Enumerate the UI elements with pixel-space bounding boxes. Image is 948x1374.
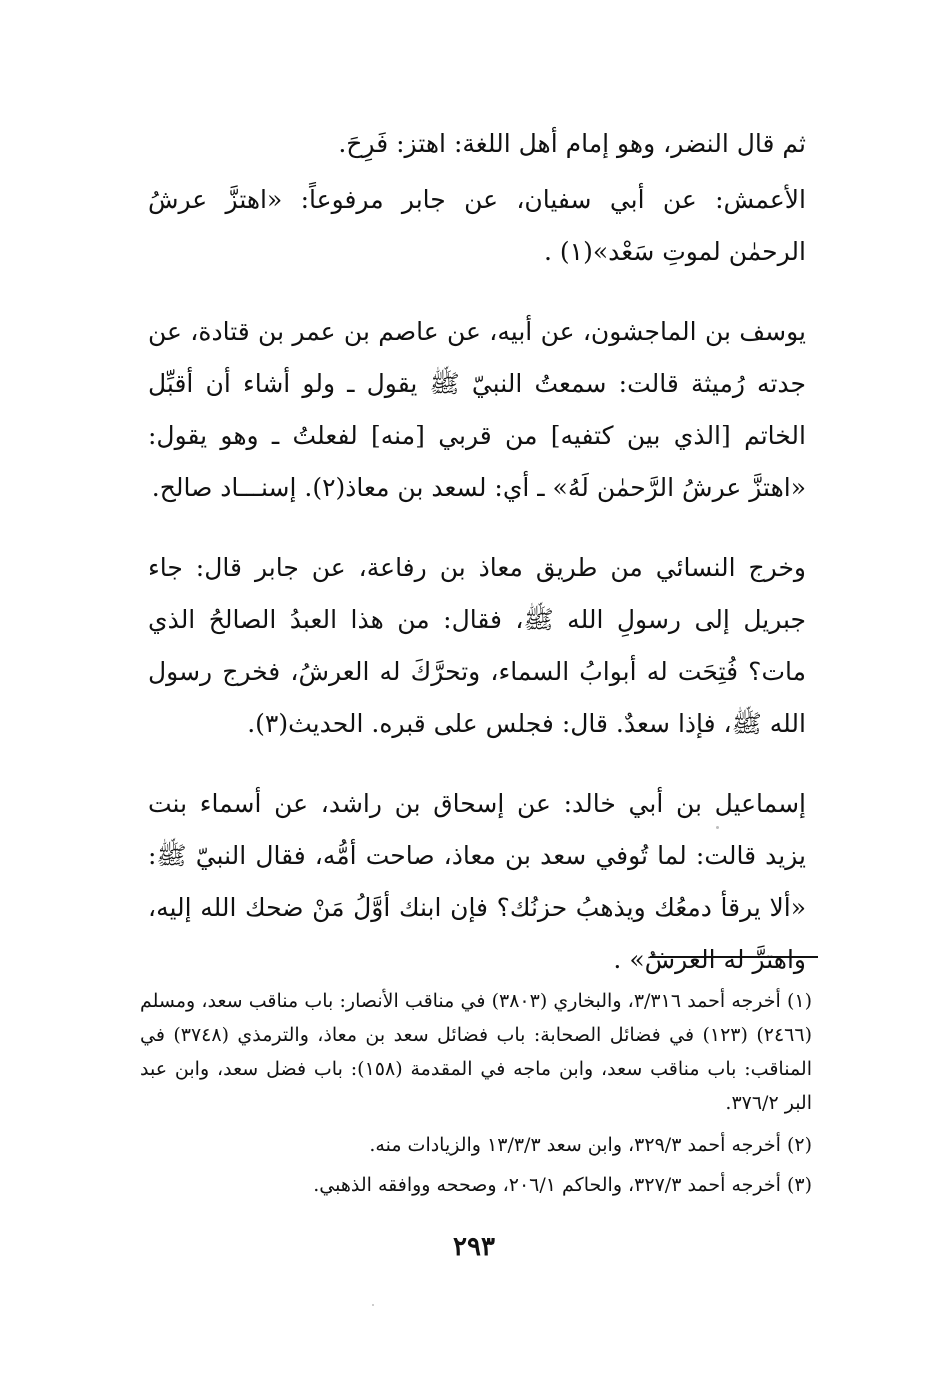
paragraph: إسماعيل بن أبي خالد: عن إسحاق بن راشد، عن أسماء بنت يزيد قالت: لما تُوفي سعد بن معاذ، صاحت أمُّه، فقال النبيّ ﷺ: «ألا يرقأ دمعُك ويذهبُ حزنُك؟ فإن ابنك أوَّلُ مَنْ ضحك الله إليه، واهتزَّ له العرشُ» . <box>148 789 806 974</box>
footnotes <box>140 984 812 1208</box>
scan-speck <box>372 1304 374 1306</box>
footnote: (١) أخرجه أحمد ٣/٣١٦، والبخاري (٣٨٠٣) في مناقب الأنصار: باب مناقب سعد، ومسلم (٢٤٦٦) (١٢٣) في فضائل الصحابة: باب فضائل سعد بن معاذ، والترمذي (٣٧٤٨) في المناقب: باب مناقب سعد، وابن ماجه في المقدمة (١٥٨): باب فضل سعد، وابن عبد البر ٣٧٦/٢. <box>140 990 813 1114</box>
paragraph: وخرج النسائي من طريق معاذ بن رفاعة، عن جابر قال: جاء جبريل إلى رسولِ الله ﷺ، فقال: من هذا العبدُ الصالحُ الذي مات؟ فُتِحَت له أبوابُ السماء، وتحرَّكَ له العرشُ، فخرج رسول الله ﷺ، فإذا سعدٌ. قال: فجلس على قبره. الحديث(٣). <box>148 553 806 738</box>
footnote-divider <box>650 956 818 958</box>
scan-speck <box>716 826 719 829</box>
paragraph: ثم قال النضر، وهو إمام أهل اللغة: اهتز: فَرِحَ. <box>338 129 806 158</box>
paragraph: يوسف بن الماجشون، عن أبيه، عن عاصم بن عمر بن قتادة، عن جدته رُميثة قالت: سمعتُ النبيّ ﷺ يقول ـ ولو أشاء أن أقبِّل الخاتم [الذي بين كتفيه] من قربي [منه] لفعلتُ ـ وهو يقول: «اهتزَّ عرشُ الرَّحمٰن لَهُ» ـ أي: لسعد بن معاذ(٢). إسنـــاد صالح. <box>148 317 807 502</box>
main-text <box>148 118 806 1014</box>
footnote: (٢) أخرجه أحمد ٣٢٩/٣، وابن سعد ١٣/٣/٣ والزيادات منه. <box>369 1134 812 1156</box>
page-number: ٢٩٣ <box>453 1232 495 1262</box>
footnote: (٣) أخرجه أحمد ٣٢٧/٣، والحاكم ٢٠٦/١، وصححه ووافقه الذهبي. <box>313 1174 812 1196</box>
paragraph: الأعمش: عن أبي سفيان، عن جابر مرفوعاً: «اهتزَّ عرشُ الرحمٰن لموتِ سَعْد»(١) . <box>148 185 806 266</box>
